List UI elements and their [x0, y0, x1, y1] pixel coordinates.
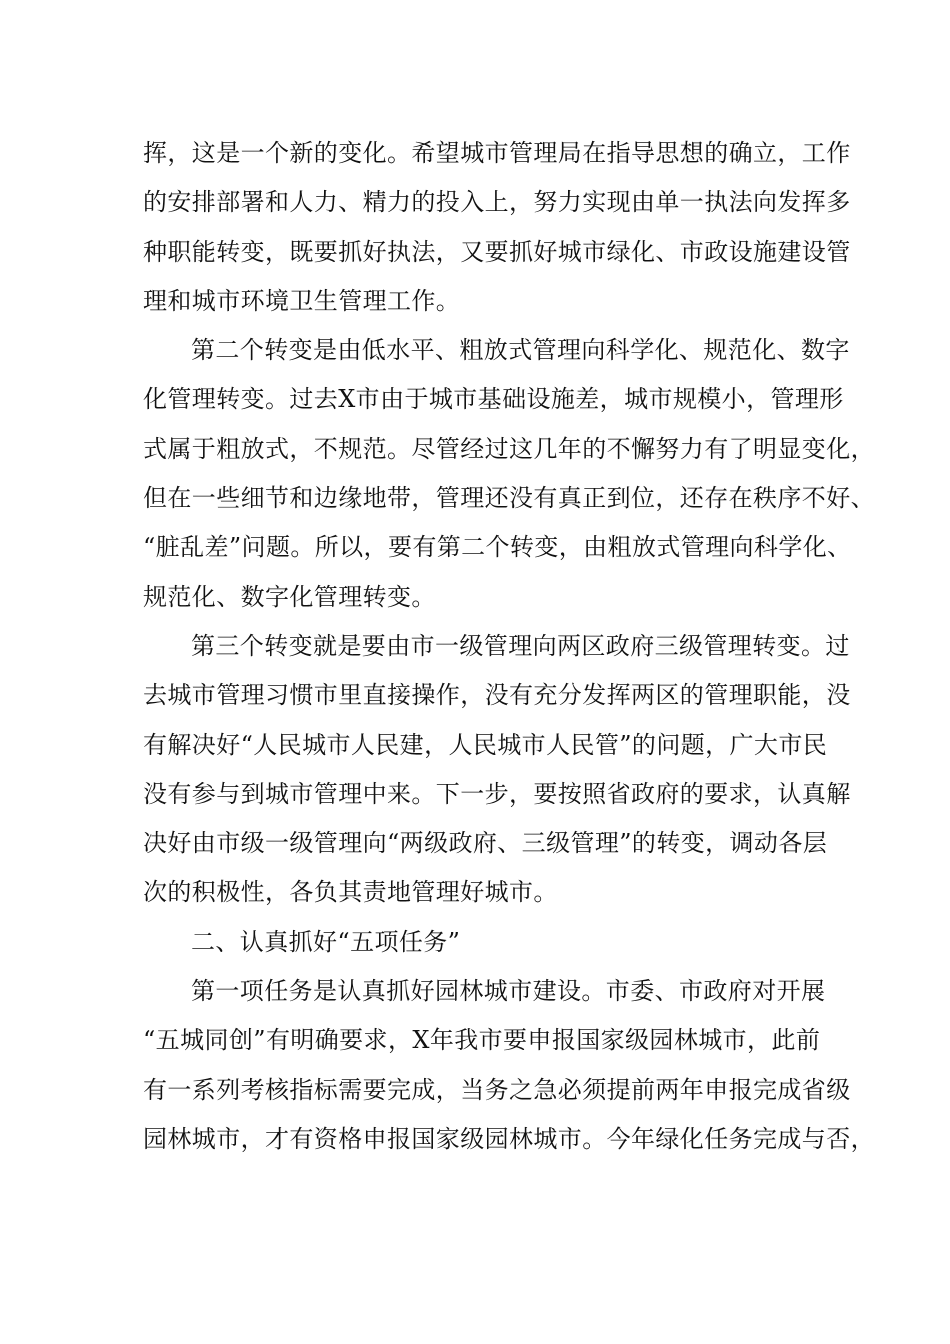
text-line: 次的积极性，各负其责地管理好城市。 — [143, 878, 558, 907]
text-line: 有解决好“人民城市人民建，人民城市人民管”的问题，广大市民 — [143, 730, 828, 759]
text-line: 园林城市，才有资格申报国家级园林城市。今年绿化任务完成与否， — [143, 1124, 875, 1153]
text-line: 式属于粗放式，不规范。尽管经过这几年的不懈努力有了明显变化， — [143, 434, 875, 463]
text-line: “五城同创”有明确要求，X年我市要申报国家级园林城市，此前 — [143, 1026, 821, 1055]
text-line: 理和城市环境卫生管理工作。 — [143, 286, 461, 315]
text-line: 挥，这是一个新的变化。希望城市管理局在指导思想的确立，工作 — [143, 139, 851, 167]
text-line: 但在一些细节和边缘地带，管理还没有真正到位，还存在秩序不好、 — [143, 484, 875, 513]
text-line: 决好由市级一级管理向“两级政府、三级管理”的转变，调动各层 — [143, 829, 828, 858]
document-body — [143, 129, 875, 1164]
text-line: 第二个转变是由低水平、粗放式管理向科学化、规范化、数字 — [191, 336, 850, 365]
text-line: 有一系列考核指标需要完成，当务之急必须提前两年申报完成省级 — [143, 1075, 851, 1104]
text-line: 规范化、数字化管理转变。 — [143, 582, 436, 611]
text-line: 没有参与到城市管理中来。下一步，要按照省政府的要求，认真解 — [143, 779, 851, 808]
text-line: 去城市管理习惯市里直接操作，没有充分发挥两区的管理职能，没 — [143, 681, 851, 710]
text-line: 的安排部署和人力、精力的投入上，努力实现由单一执法向发挥多 — [143, 188, 851, 217]
text-line: 种职能转变，既要抓好执法，又要抓好城市绿化、市政设施建设管 — [143, 237, 851, 266]
text-line: 第一项任务是认真抓好园林城市建设。市委、市政府对开展 — [191, 977, 826, 1006]
text-line: 第三个转变就是要由市一级管理向两区政府三级管理转变。过 — [191, 631, 850, 660]
text-line: 化管理转变。过去X市由于城市基础设施差，城市规模小，管理形 — [143, 385, 844, 414]
text-line: “脏乱差”问题。所以，要有第二个转变，由粗放式管理向科学化、 — [143, 533, 852, 562]
section-heading: 二、认真抓好“五项任务” — [191, 927, 461, 956]
